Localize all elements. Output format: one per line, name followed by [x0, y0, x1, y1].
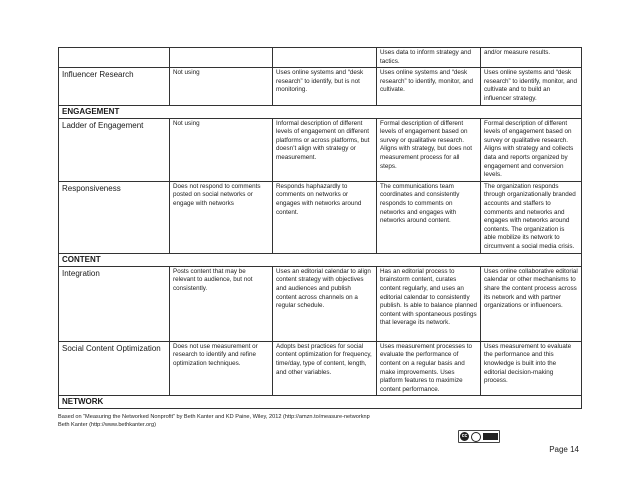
license-bar [483, 433, 498, 440]
table-cell: Uses data to inform strategy and tactics. [377, 48, 481, 68]
table-cell: Uses online systems and “desk research” to identify, monitor, and cultivate. [377, 68, 481, 105]
table-cell: Adopts best practices for social content optimization for frequency, time/day, type of content, length, and other variables. [273, 341, 377, 396]
table-row [59, 68, 582, 105]
section-header-row [59, 396, 582, 409]
table-row [59, 341, 582, 396]
table-cell: Uses measurement processes to evaluate the performance of content on a regular basis and make improvements. Uses platform features to maximize content performance. [377, 341, 481, 396]
table-cell: Informal description of different levels of engagement on different platforms or across platforms, but doesn’t align with strategy or measurement. [273, 118, 377, 181]
author-line: Beth Kanter (http://www.bethkanter.org) [58, 422, 156, 428]
section-title: NETWORK [59, 396, 582, 409]
by-person-icon [471, 432, 481, 442]
table-cell: Has an editorial process to brainstorm content, curates content regularly, and uses an editorial calendar to consistently publish. Is able to balance planned content with spontaneous postings that leverage its network. [377, 266, 481, 341]
table-cell: Uses online systems and “desk research” to identify, but is not monitoring. [273, 68, 377, 105]
table-cell: Does not use measurement or research to identify and refine optimization techniques. [170, 341, 273, 396]
table-row [59, 266, 582, 341]
row-label: Ladder of Engagement [59, 118, 170, 181]
table-cell: Does not respond to comments posted on social networks or engage with networks [170, 181, 273, 253]
table-cell: and/or measure results. [481, 48, 582, 68]
table-cell: Formal description of different levels of engagement based on survey or qualitative research. Aligns with strategy, but does not measurement process for all steps. [377, 118, 481, 181]
table-row [59, 181, 582, 253]
table-cell: Not using [170, 118, 273, 181]
table-cell: Uses measurement to evaluate the performance and this knowledge is built into the editorial decision-making process. [481, 341, 582, 396]
row-label: Responsiveness [59, 181, 170, 253]
table-cell [170, 48, 273, 68]
cc-by-icon [458, 430, 500, 443]
section-header-row [59, 253, 582, 266]
table-row [59, 48, 582, 68]
table-cell: Uses an editorial calendar to align content strategy with objectives and audiences and publish content across channels on a regular schedule. [273, 266, 377, 341]
section-title: ENGAGEMENT [59, 105, 582, 118]
table-cell: Not using [170, 68, 273, 105]
maturity-matrix-table [58, 47, 582, 409]
table-cell: Responds haphazardly to comments on networks or engages with networks around content. [273, 181, 377, 253]
row-label [59, 48, 170, 68]
table-cell: Posts content that may be relevant to audience, but not consistently. [170, 266, 273, 341]
cc-mark: cc [461, 433, 468, 439]
table-cell: Formal description of different levels of engagement based on survey or qualitative research. Aligns with strategy and collects data and reports organized by engagement and conversion levels. [481, 118, 582, 181]
table-cell [273, 48, 377, 68]
matrix-body [59, 48, 582, 409]
section-header-row [59, 105, 582, 118]
credit-line: Based on “Measuring the Networked Nonprofit” by Beth Kanter and KD Paine, Wiley, 2012 (http://amzn.to/measure-networknp [58, 414, 370, 420]
table-row [59, 118, 582, 181]
table-cell: Uses online collaborative editorial calendar or other mechanisms to share the content process across its network and with partner organizations or influencers. [481, 266, 582, 341]
row-label: Influencer Research [59, 68, 170, 105]
section-title: CONTENT [59, 253, 582, 266]
table-cell: The communications team coordinates and consistently responds to comments on networks and engages with networks around content. [377, 181, 481, 253]
row-label: Integration [59, 266, 170, 341]
row-label: Social Content Optimization [59, 341, 170, 396]
table-cell: Uses online systems and “desk research” to identify, monitor, and cultivate and to build an influencer strategy. [481, 68, 582, 105]
table-cell: The organization responds through organizationally branded accounts and staffers to comments and networks and engages with networks around contents. The organization is able mobilize its network to circumvent a social media crisis. [481, 181, 582, 253]
page-number: Page 14 [549, 445, 579, 454]
